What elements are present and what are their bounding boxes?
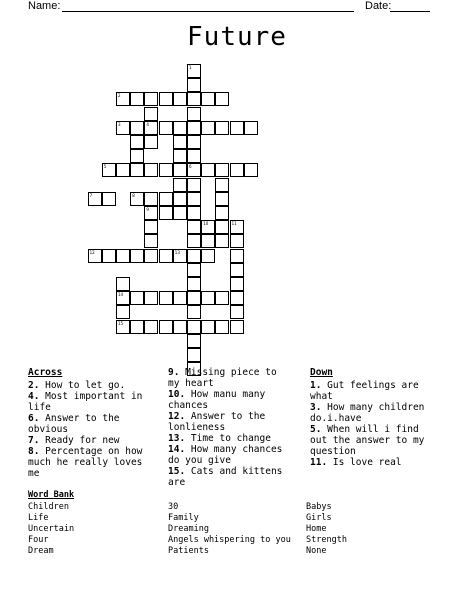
grid-cell[interactable] [201,121,215,135]
clue-text: Gut feelings are what [310,380,419,402]
clue-text: How to let go. [45,380,126,391]
word-bank-entry: Dreaming [168,524,209,534]
cell-number: 10 [203,221,209,227]
cell-number: 12 [89,249,95,255]
cell-number: 6 [189,164,192,170]
clue-number: 6. [28,413,46,424]
grid-cell[interactable] [201,234,215,248]
clue-number: 3. [310,402,328,413]
grid-cell[interactable] [159,163,173,177]
across-clues-continued [168,367,293,488]
grid-cell[interactable] [187,320,201,334]
clue-text: Ready for new [45,435,120,446]
name-label: Name: [28,0,61,12]
grid-cell[interactable] [130,149,144,163]
grid-cell[interactable] [173,192,187,206]
clue-text: Cats and kittens are [168,466,283,488]
grid-cell[interactable] [201,320,215,334]
grid-cell[interactable] [173,149,187,163]
grid-cell[interactable] [187,220,201,234]
grid-cell[interactable] [173,249,187,263]
grid-cell[interactable] [187,64,201,78]
grid-cell[interactable] [116,163,130,177]
word-bank-entry: Babys [306,502,332,512]
grid-cell[interactable] [215,220,229,234]
word-bank-entry: Uncertain [28,524,75,534]
grid-cell[interactable] [173,206,187,220]
clue-number: 15. [168,466,191,477]
grid-cell[interactable] [173,121,187,135]
grid-cell[interactable] [201,220,215,234]
grid-cell[interactable] [230,291,244,305]
grid-cell[interactable] [187,92,201,106]
grid-cell[interactable] [187,291,201,305]
word-bank-column-1 [28,502,74,557]
grid-cell[interactable] [144,192,158,206]
grid-cell[interactable] [102,163,116,177]
grid-cell[interactable] [215,121,229,135]
grid-cell[interactable] [130,92,144,106]
clue-number: 10. [168,389,191,400]
across-clue [168,433,293,444]
grid-cell[interactable] [215,206,229,220]
grid-cell[interactable] [173,291,187,305]
grid-cell[interactable] [187,78,201,92]
down-clues [310,367,440,468]
word-bank-entry: Angels whispering to you [168,535,291,545]
down-clue [310,380,440,402]
puzzle-title: Future [187,22,287,52]
clue-text: Missing piece to my heart [168,367,277,389]
word-bank-entry: Patients [168,546,209,556]
grid-cell[interactable] [230,277,244,291]
across-clues [28,367,158,479]
grid-cell[interactable] [159,206,173,220]
cell-number: 5 [103,164,107,170]
grid-cell[interactable] [187,163,201,177]
grid-cell[interactable] [130,249,144,263]
cell-number: 11 [231,221,237,227]
clue-number: 13. [168,433,191,444]
grid-cell[interactable] [159,92,173,106]
grid-cell[interactable] [159,291,173,305]
across-clue [28,391,158,413]
grid-cell[interactable] [144,249,158,263]
cell-number: 14 [118,292,124,298]
clue-number: 11. [310,457,333,468]
grid-cell[interactable] [230,305,244,319]
grid-cell[interactable] [144,291,158,305]
word-bank-title: Word Bank [28,490,75,500]
grid-cell[interactable] [144,92,158,106]
grid-cell[interactable] [159,121,173,135]
clue-text: Most important in life [28,391,143,413]
cell-number: 7 [89,192,93,198]
word-bank-entry: Girls [306,513,332,523]
across-clue [168,411,293,433]
grid-cell[interactable] [230,263,244,277]
grid-cell[interactable] [144,107,158,121]
grid-cell[interactable] [187,305,201,319]
grid-cell[interactable] [201,163,215,177]
clue-number: 9. [168,367,186,378]
clue-text: Time to change [190,433,271,444]
clue-number: 2. [28,380,46,391]
word-bank-entry: Dream [28,546,54,556]
cell-number: 8 [132,192,135,198]
word-bank-column-2 [168,502,291,557]
grid-cell[interactable] [187,334,201,348]
grid-cell[interactable] [215,291,229,305]
cell-number: 2 [118,93,121,99]
grid-cell[interactable] [144,135,158,149]
grid-cell[interactable] [144,234,158,248]
grid-cell[interactable] [130,320,144,334]
down-clue [310,457,440,468]
grid-cell[interactable] [230,121,244,135]
grid-cell[interactable] [159,320,173,334]
grid-cell[interactable] [173,178,187,192]
clue-number: 4. [28,391,46,402]
clue-text: Answer to the obvious [28,413,120,435]
word-bank-entry: 30 [168,502,179,512]
across-clue [28,446,158,479]
grid-cell[interactable] [187,121,201,135]
grid-cell[interactable] [215,234,229,248]
down-clue [310,424,440,457]
grid-cell[interactable] [102,192,116,206]
grid-cell[interactable] [116,320,130,334]
grid-cell[interactable] [230,234,244,248]
cell-number: 4 [146,121,149,127]
cell-number: 9 [146,207,149,212]
word-bank-entry: Family [168,513,199,523]
grid-cell[interactable] [215,192,229,206]
grid-cell[interactable] [215,163,229,177]
clue-text: Percentage on how much he really loves me [28,446,143,479]
clue-text: Answer to the lonlieness [168,411,266,433]
word-bank-column-3 [306,502,347,557]
grid-cell[interactable] [201,291,215,305]
word-bank-entry: None [306,546,327,556]
grid-cell[interactable] [159,249,173,263]
grid-cell[interactable] [215,178,229,192]
grid-cell[interactable] [201,249,215,263]
grid-cell[interactable] [130,291,144,305]
word-bank-entry: Home [306,524,327,534]
clue-text: How many chances do you give [168,444,283,466]
grid-cell[interactable] [144,206,158,220]
down-heading: Down [310,367,333,378]
clue-text: How many children do.i.have [310,402,425,424]
cell-number: 1 [189,65,192,70]
word-bank-entry: Four [28,535,49,545]
grid-cell[interactable] [187,149,201,163]
grid-cell[interactable] [88,249,102,263]
word-bank-entry: Life [28,513,49,523]
grid-cell[interactable] [187,206,201,220]
grid-cell[interactable] [102,249,116,263]
grid-cell[interactable] [144,163,158,177]
grid-cell[interactable] [201,92,215,106]
word-bank-entry: Strength [306,535,347,545]
grid-cell[interactable] [173,320,187,334]
cell-number: 3 [118,121,121,127]
clue-text: Is love real [332,457,402,468]
grid-cell[interactable] [187,348,201,362]
across-clue [28,435,158,446]
grid-cell[interactable] [187,178,201,192]
across-clue [168,444,293,466]
grid-cell[interactable] [173,163,187,177]
grid-cell[interactable] [244,163,258,177]
grid-cell[interactable] [144,320,158,334]
word-bank-entry: Children [28,502,69,512]
grid-cell[interactable] [116,92,130,106]
across-clue [168,389,293,411]
grid-cell[interactable] [230,320,244,334]
clue-number: 8. [28,446,46,457]
clue-text: How manu many chances [168,389,266,411]
clue-number: 12. [168,411,191,422]
across-clue [168,466,293,488]
grid-cell[interactable] [116,305,130,319]
grid-cell[interactable] [130,121,144,135]
grid-cell[interactable] [187,192,201,206]
grid-cell[interactable] [187,263,201,277]
grid-cell[interactable] [187,107,201,121]
grid-cell[interactable] [230,249,244,263]
grid-cell[interactable] [88,192,102,206]
clue-number: 14. [168,444,191,455]
grid-cell[interactable] [144,121,158,135]
grid-cell[interactable] [130,192,144,206]
grid-cell[interactable] [159,192,173,206]
grid-cell[interactable] [187,249,201,263]
grid-cell[interactable] [244,121,258,135]
grid-cell[interactable] [130,135,144,149]
grid-cell[interactable] [215,320,229,334]
grid-cell[interactable] [116,291,130,305]
across-clue [168,367,293,389]
cell-number: 13 [174,249,180,255]
cell-number: 15 [118,320,124,326]
across-heading: Across [28,367,63,378]
down-clue [310,402,440,424]
grid-cell[interactable] [130,163,144,177]
grid-cell[interactable] [187,135,201,149]
clue-number: 1. [310,380,328,391]
clue-number: 7. [28,435,46,446]
grid-cell[interactable] [230,220,244,234]
grid-cell[interactable] [116,277,130,291]
grid-cell[interactable] [187,234,201,248]
clue-number: 5. [310,424,328,435]
grid-cell[interactable] [116,121,130,135]
grid-cell[interactable] [173,135,187,149]
date-label: Date: [365,0,392,12]
clue-text: When will i find out the answer to my question [310,424,425,457]
grid-cell[interactable] [215,92,229,106]
grid-cell[interactable] [116,249,130,263]
across-clue [28,413,158,435]
grid-cell[interactable] [144,220,158,234]
grid-cell[interactable] [230,163,244,177]
grid-cell[interactable] [173,92,187,106]
across-clue [28,380,158,391]
grid-cell[interactable] [187,277,201,291]
